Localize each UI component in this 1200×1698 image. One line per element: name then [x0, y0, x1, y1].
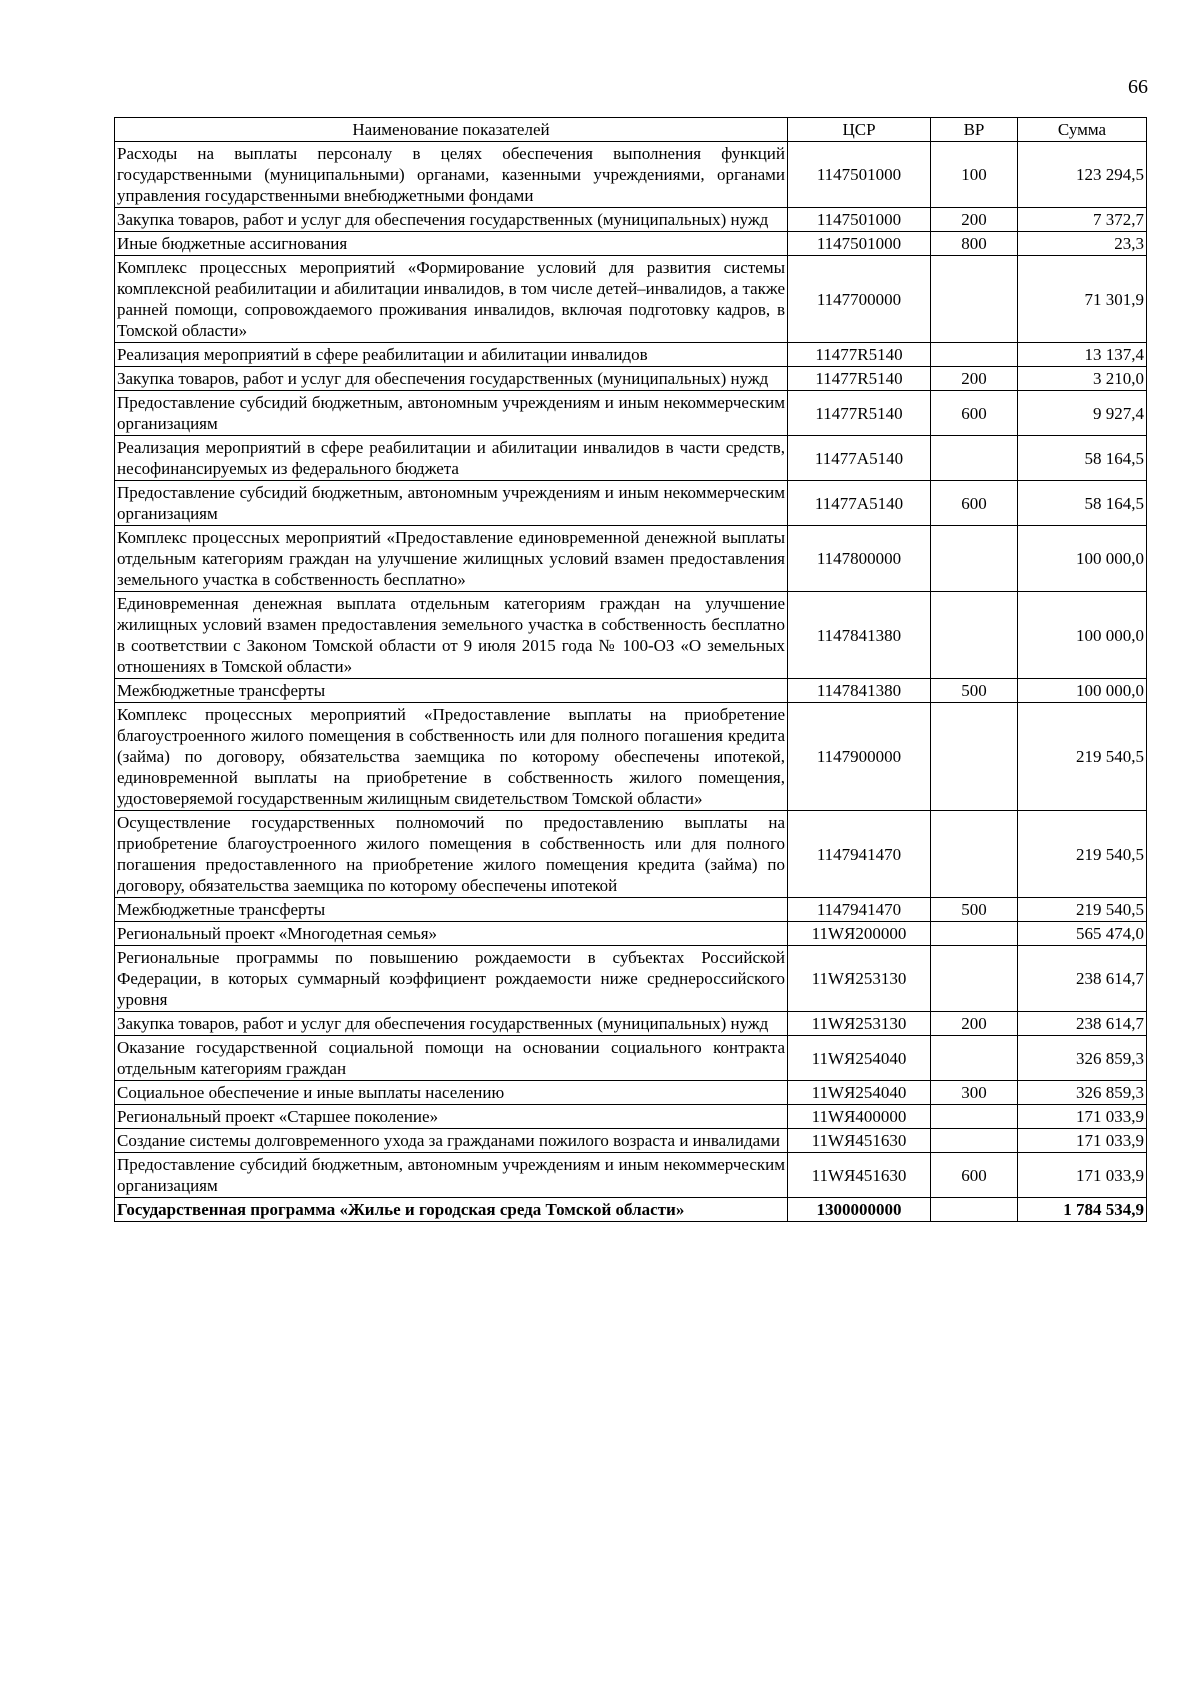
cell-sum: 171 033,9	[1018, 1129, 1147, 1153]
cell-csr: 1147501000	[788, 208, 931, 232]
cell-vr: 600	[931, 481, 1018, 526]
cell-vr: 200	[931, 367, 1018, 391]
cell-sum: 238 614,7	[1018, 946, 1147, 1012]
table-body	[115, 142, 1147, 1222]
cell-name: Единовременная денежная выплата отдельным категориям граждан на улучшение жилищных условий взамен предоставления земельного участка в собственность бесплатно в соответствии с Законом Томской области от 9 июля 2015 года № 100-ОЗ «О земельных отношениях в Томской области»	[115, 592, 788, 679]
table-row	[115, 703, 1147, 811]
cell-sum: 219 540,5	[1018, 898, 1147, 922]
cell-vr: 200	[931, 208, 1018, 232]
cell-csr: 1147501000	[788, 142, 931, 208]
cell-sum: 1 784 534,9	[1018, 1198, 1147, 1222]
cell-name: Закупка товаров, работ и услуг для обеспечения государственных (муниципальных) нужд	[115, 1012, 788, 1036]
cell-name: Государственная программа «Жилье и городская среда Томской области»	[115, 1198, 788, 1222]
cell-sum: 3 210,0	[1018, 367, 1147, 391]
table-row	[115, 898, 1147, 922]
cell-csr: 11477A5140	[788, 436, 931, 481]
cell-name: Реализация мероприятий в сфере реабилитации и абилитации инвалидов	[115, 343, 788, 367]
table-row	[115, 1036, 1147, 1081]
table-row	[115, 592, 1147, 679]
cell-vr	[931, 526, 1018, 592]
table-header-row	[115, 118, 1147, 142]
cell-csr: 1147841380	[788, 679, 931, 703]
cell-csr: 1147800000	[788, 526, 931, 592]
cell-name: Осуществление государственных полномочий по предоставлению выплаты на приобретение благоустроенного жилого помещения в собственность или для полного погашения предоставленного на приобретение жилого помещения кредита (займа) по договору, обязательства заемщика по которому обеспечены ипотекой	[115, 811, 788, 898]
cell-name: Предоставление субсидий бюджетным, автономным учреждениям и иным некоммерческим организациям	[115, 481, 788, 526]
cell-csr: 11477A5140	[788, 481, 931, 526]
cell-sum: 326 859,3	[1018, 1081, 1147, 1105]
table-row	[115, 367, 1147, 391]
cell-csr: 1147501000	[788, 232, 931, 256]
cell-vr: 100	[931, 142, 1018, 208]
table-row	[115, 343, 1147, 367]
cell-csr: 11WЯ254040	[788, 1036, 931, 1081]
table-row	[115, 391, 1147, 436]
cell-name: Региональный проект «Многодетная семья»	[115, 922, 788, 946]
cell-vr	[931, 592, 1018, 679]
cell-csr: 11WЯ253130	[788, 1012, 931, 1036]
cell-sum: 100 000,0	[1018, 592, 1147, 679]
table-row	[115, 208, 1147, 232]
cell-name: Комплекс процессных мероприятий «Формирование условий для развития системы комплексной реабилитации и абилитации инвалидов, в том числе детей–инвалидов, а также ранней помощи, сопровождаемого проживания инвалидов, включая подготовку кадров, в Томской области»	[115, 256, 788, 343]
cell-sum: 58 164,5	[1018, 436, 1147, 481]
budget-table	[114, 117, 1147, 1222]
cell-vr: 500	[931, 898, 1018, 922]
table-row	[115, 526, 1147, 592]
cell-name: Предоставление субсидий бюджетным, автономным учреждениям и иным некоммерческим организациям	[115, 1153, 788, 1198]
cell-sum: 100 000,0	[1018, 526, 1147, 592]
cell-vr	[931, 1198, 1018, 1222]
cell-vr	[931, 922, 1018, 946]
table-row	[115, 946, 1147, 1012]
cell-vr: 800	[931, 232, 1018, 256]
table-row	[115, 811, 1147, 898]
cell-vr	[931, 436, 1018, 481]
cell-vr: 300	[931, 1081, 1018, 1105]
table-row	[115, 232, 1147, 256]
table-row	[115, 436, 1147, 481]
cell-csr: 1147841380	[788, 592, 931, 679]
cell-vr	[931, 343, 1018, 367]
cell-csr: 11WЯ400000	[788, 1105, 931, 1129]
cell-sum: 13 137,4	[1018, 343, 1147, 367]
cell-csr: 11477R5140	[788, 391, 931, 436]
cell-name: Закупка товаров, работ и услуг для обеспечения государственных (муниципальных) нужд	[115, 208, 788, 232]
table-row	[115, 1153, 1147, 1198]
cell-sum: 100 000,0	[1018, 679, 1147, 703]
cell-sum: 219 540,5	[1018, 703, 1147, 811]
cell-vr	[931, 1129, 1018, 1153]
table-row	[115, 1129, 1147, 1153]
cell-name: Реализация мероприятий в сфере реабилитации и абилитации инвалидов в части средств, несофинансируемых из федерального бюджета	[115, 436, 788, 481]
cell-vr	[931, 703, 1018, 811]
cell-sum: 58 164,5	[1018, 481, 1147, 526]
cell-csr: 11WЯ200000	[788, 922, 931, 946]
cell-name: Создание системы долговременного ухода за гражданами пожилого возраста и инвалидами	[115, 1129, 788, 1153]
cell-sum: 71 301,9	[1018, 256, 1147, 343]
cell-sum: 238 614,7	[1018, 1012, 1147, 1036]
cell-vr: 600	[931, 391, 1018, 436]
cell-csr: 1300000000	[788, 1198, 931, 1222]
header-sum: Сумма	[1018, 118, 1147, 142]
cell-name: Закупка товаров, работ и услуг для обеспечения государственных (муниципальных) нужд	[115, 367, 788, 391]
table-row	[115, 142, 1147, 208]
table-row	[115, 481, 1147, 526]
cell-vr: 600	[931, 1153, 1018, 1198]
header-csr: ЦСР	[788, 118, 931, 142]
cell-sum: 326 859,3	[1018, 1036, 1147, 1081]
cell-vr	[931, 256, 1018, 343]
cell-name: Региональные программы по повышению рождаемости в субъектах Российской Федерации, в которых суммарный коэффициент рождаемости ниже среднероссийского уровня	[115, 946, 788, 1012]
cell-name: Межбюджетные трансферты	[115, 679, 788, 703]
cell-name: Расходы на выплаты персоналу в целях обеспечения выполнения функций государственными (муниципальными) органами, казенными учреждениями, органами управления государственными внебюджетными фондами	[115, 142, 788, 208]
table-row	[115, 1105, 1147, 1129]
cell-csr: 11477R5140	[788, 367, 931, 391]
header-vr: ВР	[931, 118, 1018, 142]
cell-name: Комплекс процессных мероприятий «Предоставление выплаты на приобретение благоустроенного жилого помещения в собственность или для полного погашения кредита (займа) по договору, обязательства заемщика по которому обеспечены ипотекой, единовременной выплаты на приобретение в собственность жилого помещения, удостоверяемой государственным жилищным свидетельством Томской области»	[115, 703, 788, 811]
cell-vr	[931, 1105, 1018, 1129]
cell-csr: 11477R5140	[788, 343, 931, 367]
cell-name: Иные бюджетные ассигнования	[115, 232, 788, 256]
cell-vr: 200	[931, 1012, 1018, 1036]
cell-sum: 171 033,9	[1018, 1153, 1147, 1198]
cell-csr: 11WЯ451630	[788, 1129, 931, 1153]
cell-vr: 500	[931, 679, 1018, 703]
cell-csr: 1147700000	[788, 256, 931, 343]
cell-name: Оказание государственной социальной помощи на основании социального контракта отдельным категориям граждан	[115, 1036, 788, 1081]
cell-name: Социальное обеспечение и иные выплаты населению	[115, 1081, 788, 1105]
cell-sum: 123 294,5	[1018, 142, 1147, 208]
cell-sum: 171 033,9	[1018, 1105, 1147, 1129]
cell-name: Комплекс процессных мероприятий «Предоставление единовременной денежной выплаты отдельным категориям граждан на улучшение жилищных условий взамен предоставления земельного участка в собственность бесплатно»	[115, 526, 788, 592]
table-row	[115, 256, 1147, 343]
cell-vr	[931, 811, 1018, 898]
table-row	[115, 1198, 1147, 1222]
cell-csr: 1147941470	[788, 898, 931, 922]
header-name: Наименование показателей	[115, 118, 788, 142]
cell-sum: 219 540,5	[1018, 811, 1147, 898]
cell-sum: 9 927,4	[1018, 391, 1147, 436]
cell-vr	[931, 946, 1018, 1012]
table-row	[115, 679, 1147, 703]
page-number: 66	[1128, 76, 1148, 98]
cell-sum: 7 372,7	[1018, 208, 1147, 232]
cell-vr	[931, 1036, 1018, 1081]
cell-name: Предоставление субсидий бюджетным, автономным учреждениям и иным некоммерческим организациям	[115, 391, 788, 436]
cell-csr: 1147900000	[788, 703, 931, 811]
table-row	[115, 1081, 1147, 1105]
cell-csr: 11WЯ254040	[788, 1081, 931, 1105]
cell-sum: 565 474,0	[1018, 922, 1147, 946]
table-row	[115, 1012, 1147, 1036]
cell-name: Региональный проект «Старшее поколение»	[115, 1105, 788, 1129]
cell-name: Межбюджетные трансферты	[115, 898, 788, 922]
table-row	[115, 922, 1147, 946]
cell-csr: 11WЯ253130	[788, 946, 931, 1012]
cell-sum: 23,3	[1018, 232, 1147, 256]
cell-csr: 1147941470	[788, 811, 931, 898]
cell-csr: 11WЯ451630	[788, 1153, 931, 1198]
